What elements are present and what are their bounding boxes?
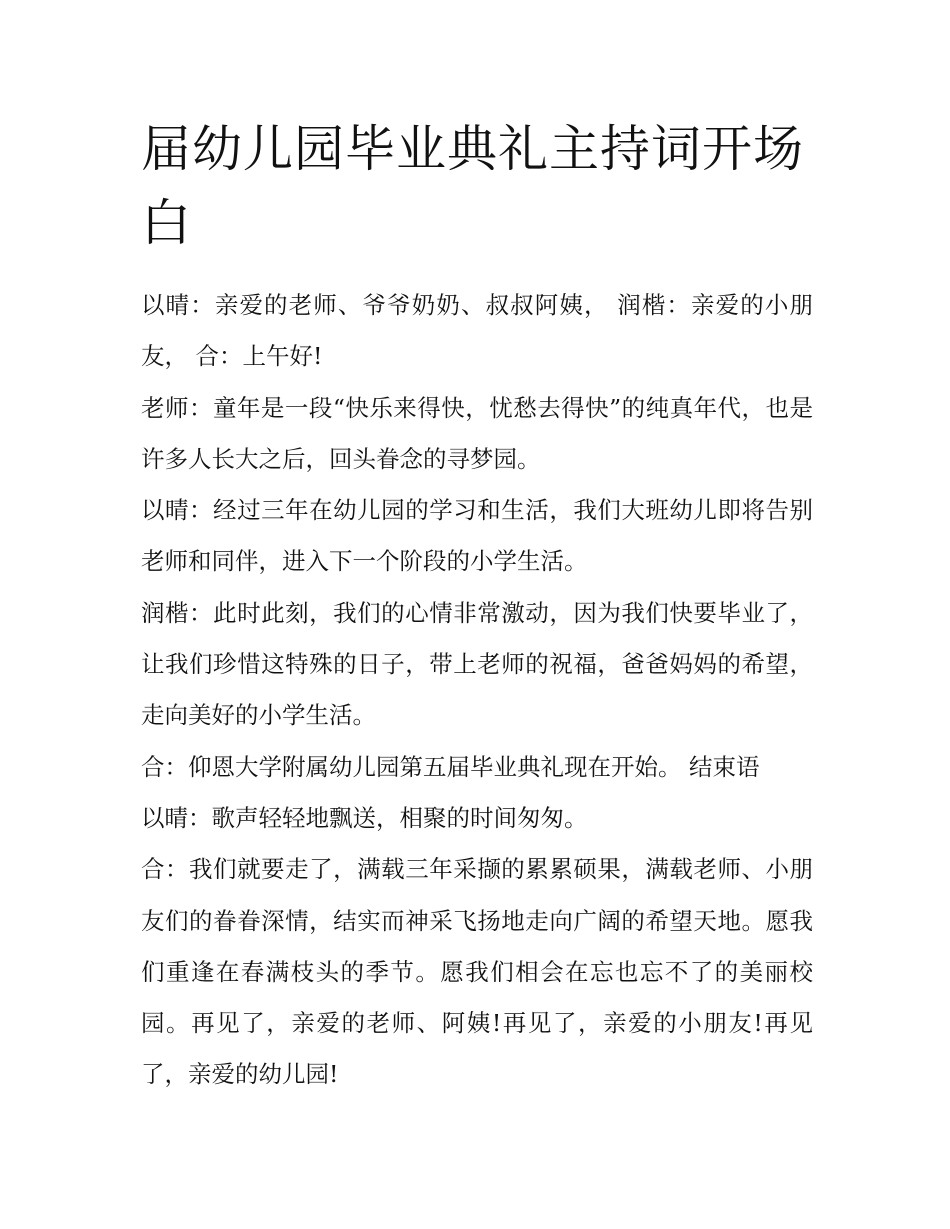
document-body — [141, 280, 813, 1101]
document-title: 届幼儿园毕业典礼主持词开场白 — [141, 120, 804, 252]
paragraph: 润楷：此时此刻，我们的心情非常激动，因为我们快要毕业了，让我们珍惜这特殊的日子，带上老师的祝福，爸爸妈妈的希望，走向美好的小学生活。 — [141, 598, 813, 730]
paragraph: 合：仰恩大学附属幼儿园第五届毕业典礼现在开始。 结束语 — [141, 752, 760, 781]
paragraph: 以晴：亲爱的老师、爷爷奶奶、叔叔阿姨， 润楷：亲爱的小朋友， 合：上午好! — [141, 291, 813, 371]
paragraph: 合：我们就要走了，满载三年采撷的累累硕果，满载老师、小朋友们的眷眷深情，结实而神采飞扬地走向广阔的希望天地。愿我们重逢在春满枝头的季节。愿我们相会在忘也忘不了的美丽校园。再见了，亲爱的老师、阿姨!再见了，亲爱的小朋友!再见了，亲爱的幼儿园! — [141, 855, 813, 1089]
paragraph: 以晴：歌声轻轻地飘送，相聚的时间匆匆。 — [141, 803, 588, 832]
paragraph: 以晴：经过三年在幼儿园的学习和生活，我们大班幼儿即将告别老师和同伴，进入下一个阶段的小学生活。 — [141, 496, 813, 576]
paragraph: 老师：童年是一段“快乐来得快，忧愁去得快”的纯真年代，也是许多人长大之后，回头眷念的寻梦园。 — [141, 393, 813, 473]
